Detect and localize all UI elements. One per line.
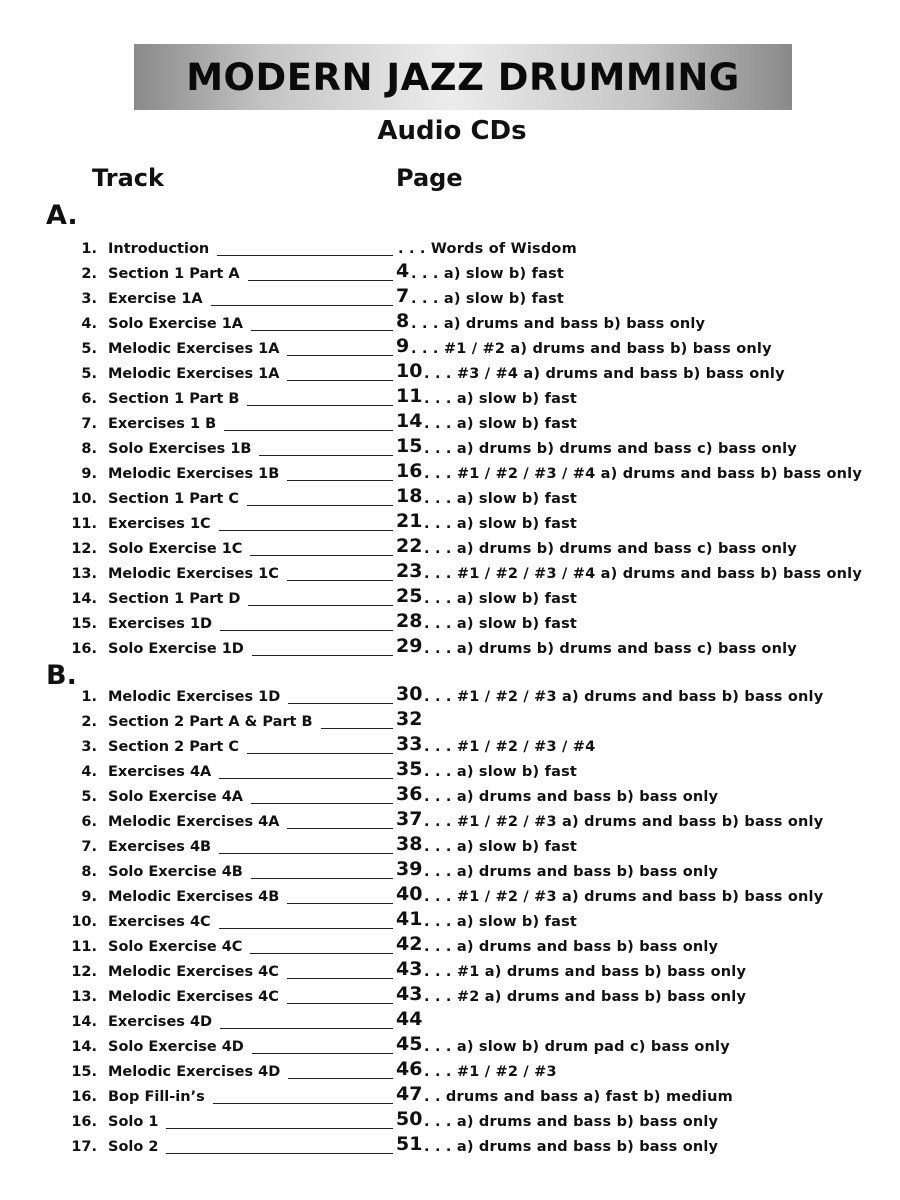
- leader-line: [220, 630, 393, 631]
- track-number: 10.: [71, 490, 97, 507]
- leader-line: [219, 928, 393, 929]
- track-title: Section 2 Part A & Part B: [108, 713, 313, 730]
- track-description: . . . a) slow b) fast: [424, 615, 578, 632]
- track-number: 5.: [81, 788, 97, 805]
- track-title: Melodic Exercises 4C: [108, 963, 279, 980]
- list-item: [0, 682, 900, 707]
- track-number: 6.: [81, 813, 97, 830]
- track-description: . . . Words of Wisdom: [398, 240, 577, 257]
- list-item: [0, 1007, 900, 1032]
- leader-line: [248, 280, 393, 281]
- leader-line: [250, 953, 393, 954]
- leader-line: [219, 530, 393, 531]
- track-number: 12.: [71, 540, 97, 557]
- track-description: . . . a) slow b) fast: [424, 415, 578, 432]
- track-number: 9.: [81, 465, 97, 482]
- list-item: [0, 1057, 900, 1082]
- page-number: 29: [396, 635, 423, 657]
- list-item: [0, 957, 900, 982]
- track-number: 16.: [71, 640, 97, 657]
- leader-line: [252, 655, 393, 656]
- list-item: [0, 832, 900, 857]
- track-description: . . . a) slow b) fast: [424, 913, 578, 930]
- page-number: 9: [396, 335, 410, 357]
- page-number: 16: [396, 460, 423, 482]
- track-number: 13.: [71, 988, 97, 1005]
- list-item: [0, 1132, 900, 1157]
- track-title: Section 1 Part A: [108, 265, 240, 282]
- list-item: [0, 634, 900, 659]
- track-title: Solo Exercise 4D: [108, 1038, 244, 1055]
- track-title: Solo Exercise 4C: [108, 938, 243, 955]
- track-number: 16.: [71, 1088, 97, 1105]
- track-description: . . . #1 / #2 / #3 / #4: [424, 738, 596, 755]
- track-title: Introduction: [108, 240, 210, 257]
- page-number: 15: [396, 435, 423, 457]
- track-description: . . . a) slow b) fast: [424, 490, 578, 507]
- page-number: 40: [396, 883, 423, 905]
- track-description: . . . a) slow b) fast: [424, 763, 578, 780]
- page-number: 25: [396, 585, 423, 607]
- track-description: . . . #1 / #2 / #3: [424, 1063, 557, 1080]
- leader-line: [287, 355, 393, 356]
- track-title: Melodic Exercises 1A: [108, 365, 280, 382]
- track-title: Exercises 1 B: [108, 415, 217, 432]
- track-number: 2.: [81, 265, 97, 282]
- track-number: 10.: [71, 913, 97, 930]
- list-item: [0, 982, 900, 1007]
- list-item: [0, 534, 900, 559]
- leader-line: [287, 828, 393, 829]
- track-number: 11.: [71, 938, 97, 955]
- track-description: . . . a) slow b) fast: [424, 390, 578, 407]
- section-label-a: A.: [46, 200, 78, 231]
- leader-line: [287, 480, 393, 481]
- list-item: [0, 484, 900, 509]
- track-description: . . . a) drums and bass b) bass only: [424, 1138, 719, 1155]
- track-number: 12.: [71, 963, 97, 980]
- leader-line: [166, 1128, 393, 1129]
- track-number: 5.: [81, 365, 97, 382]
- list-item: [0, 782, 900, 807]
- title-banner: [134, 44, 792, 110]
- track-title: Section 1 Part B: [108, 390, 240, 407]
- track-description: . . . a) slow b) fast: [424, 590, 578, 607]
- page-number: 46: [396, 1058, 423, 1080]
- track-number: 14.: [71, 1013, 97, 1030]
- track-description: . . . a) slow b) fast: [411, 265, 565, 282]
- track-description: . . . #2 a) drums and bass b) bass only: [424, 988, 747, 1005]
- list-item: [0, 259, 900, 284]
- track-number: 7.: [81, 838, 97, 855]
- page-number: 21: [396, 510, 423, 532]
- track-number: 14.: [71, 1038, 97, 1055]
- track-number: 17.: [71, 1138, 97, 1155]
- track-title: Exercises 4C: [108, 913, 211, 930]
- leader-line: [251, 878, 393, 879]
- track-list-b: [0, 682, 900, 1157]
- section-label-b: B.: [46, 660, 77, 691]
- list-item: [0, 584, 900, 609]
- track-description: . . . a) slow b) drum pad c) bass only: [424, 1038, 730, 1055]
- list-item: [0, 459, 900, 484]
- list-item: [0, 384, 900, 409]
- track-number: 5.: [81, 340, 97, 357]
- leader-line: [166, 1153, 393, 1154]
- track-title: Section 1 Part C: [108, 490, 240, 507]
- leader-line: [219, 853, 393, 854]
- list-item: [0, 609, 900, 634]
- track-description: . . . a) drums and bass b) bass only: [424, 1113, 719, 1130]
- page-number: 36: [396, 783, 423, 805]
- leader-line: [287, 903, 393, 904]
- leader-line: [288, 703, 393, 704]
- track-description: . . . a) drums and bass b) bass only: [424, 788, 719, 805]
- list-item: [0, 1107, 900, 1132]
- track-title: Melodic Exercises 4C: [108, 988, 279, 1005]
- page-number: 30: [396, 683, 423, 705]
- page-number: 10: [396, 360, 423, 382]
- track-number: 8.: [81, 863, 97, 880]
- track-title: Melodic Exercises 4D: [108, 1063, 281, 1080]
- track-description: . . . a) drums b) drums and bass c) bass only: [424, 640, 797, 657]
- track-title: Exercises 1C: [108, 515, 211, 532]
- leader-line: [287, 1003, 393, 1004]
- list-item: [0, 284, 900, 309]
- track-list-a: [0, 234, 900, 659]
- page-number: 8: [396, 310, 410, 332]
- leader-line: [259, 455, 393, 456]
- list-item: [0, 882, 900, 907]
- track-title: Solo Exercise 4B: [108, 863, 243, 880]
- page-number: 47: [396, 1083, 423, 1105]
- page-number: 33: [396, 733, 423, 755]
- list-item: [0, 932, 900, 957]
- track-title: Melodic Exercises 1D: [108, 688, 281, 705]
- track-number: 3.: [81, 290, 97, 307]
- page-number: 18: [396, 485, 423, 507]
- track-title: Melodic Exercises 1B: [108, 465, 280, 482]
- list-item: [0, 434, 900, 459]
- track-description: . . drums and bass a) fast b) medium: [424, 1088, 733, 1105]
- leader-line: [219, 778, 393, 779]
- leader-line: [247, 505, 393, 506]
- column-header-page: Page: [396, 164, 463, 192]
- track-number: 1.: [81, 688, 97, 705]
- track-description: . . . #1 / #2 / #3 / #4 a) drums and bass b) bass only: [424, 565, 862, 582]
- column-header-track: Track: [92, 164, 164, 192]
- track-title: Section 1 Part D: [108, 590, 241, 607]
- track-number: 13.: [71, 565, 97, 582]
- leader-line: [251, 330, 393, 331]
- page-number: 50: [396, 1108, 423, 1130]
- list-item: [0, 359, 900, 384]
- list-item: [0, 807, 900, 832]
- track-number: 4.: [81, 763, 97, 780]
- track-title: Exercises 4A: [108, 763, 212, 780]
- page-number: 39: [396, 858, 423, 880]
- track-description: . . . a) drums b) drums and bass c) bass only: [424, 440, 797, 457]
- track-title: Exercises 4B: [108, 838, 212, 855]
- track-title: Exercises 1D: [108, 615, 213, 632]
- track-number: 3.: [81, 738, 97, 755]
- list-item: [0, 707, 900, 732]
- leader-line: [248, 605, 393, 606]
- list-item: [0, 1082, 900, 1107]
- page-number: 35: [396, 758, 423, 780]
- track-number: 8.: [81, 440, 97, 457]
- leader-line: [224, 430, 393, 431]
- track-title: Section 2 Part C: [108, 738, 240, 755]
- track-description: . . . a) slow b) fast: [424, 838, 578, 855]
- track-number: 7.: [81, 415, 97, 432]
- leader-line: [288, 1078, 393, 1079]
- list-item: [0, 559, 900, 584]
- page-number: 28: [396, 610, 423, 632]
- leader-line: [250, 555, 393, 556]
- track-title: Melodic Exercises 1C: [108, 565, 279, 582]
- leader-line: [220, 1028, 393, 1029]
- track-title: Exercises 4D: [108, 1013, 213, 1030]
- track-title: Bop Fill-in’s: [108, 1088, 205, 1105]
- track-title: Solo 2: [108, 1138, 159, 1155]
- track-title: Solo Exercise 1C: [108, 540, 243, 557]
- track-title: Solo Exercise 1D: [108, 640, 244, 657]
- leader-line: [217, 255, 393, 256]
- track-number: 4.: [81, 315, 97, 332]
- track-title: Solo 1: [108, 1113, 159, 1130]
- track-number: 14.: [71, 590, 97, 607]
- track-title: Melodic Exercises 4B: [108, 888, 280, 905]
- page-number: 41: [396, 908, 423, 930]
- track-description: . . . a) slow b) fast: [424, 515, 578, 532]
- page-number: 42: [396, 933, 423, 955]
- page-number: 43: [396, 983, 423, 1005]
- page-number: 38: [396, 833, 423, 855]
- track-number: 11.: [71, 515, 97, 532]
- leader-line: [247, 405, 393, 406]
- leader-line: [287, 580, 393, 581]
- track-description: . . . #1 / #2 / #3 a) drums and bass b) bass only: [424, 813, 824, 830]
- list-item: [0, 509, 900, 534]
- track-number: 1.: [81, 240, 97, 257]
- list-item: [0, 907, 900, 932]
- track-description: . . . #1 / #2 / #3 a) drums and bass b) bass only: [424, 688, 824, 705]
- page-number: 32: [396, 708, 423, 730]
- leader-line: [287, 978, 393, 979]
- leader-line: [247, 753, 393, 754]
- leader-line: [251, 803, 393, 804]
- leader-line: [287, 380, 393, 381]
- leader-line: [213, 1103, 393, 1104]
- page-number: 45: [396, 1033, 423, 1055]
- list-item: [0, 857, 900, 882]
- list-item: [0, 732, 900, 757]
- page-number: 37: [396, 808, 423, 830]
- track-description: . . . a) slow b) fast: [411, 290, 565, 307]
- track-title: Melodic Exercises 4A: [108, 813, 280, 830]
- page-subtitle: Audio CDs: [377, 116, 527, 146]
- track-number: 6.: [81, 390, 97, 407]
- track-title: Solo Exercises 1B: [108, 440, 252, 457]
- track-title: Melodic Exercises 1A: [108, 340, 280, 357]
- page-number: 23: [396, 560, 423, 582]
- track-title: Solo Exercise 1A: [108, 315, 244, 332]
- leader-line: [252, 1053, 393, 1054]
- list-item: [0, 757, 900, 782]
- track-description: . . . #1 / #2 a) drums and bass b) bass only: [411, 340, 772, 357]
- track-description: . . . a) drums b) drums and bass c) bass only: [424, 540, 797, 557]
- track-number: 16.: [71, 1113, 97, 1130]
- track-number: 9.: [81, 888, 97, 905]
- page-number: 51: [396, 1133, 423, 1155]
- page-number: 43: [396, 958, 423, 980]
- leader-line: [321, 728, 393, 729]
- track-number: 15.: [71, 615, 97, 632]
- leader-line: [211, 305, 393, 306]
- track-number: 2.: [81, 713, 97, 730]
- page-number: 11: [396, 385, 423, 407]
- track-description: . . . #1 / #2 / #3 a) drums and bass b) bass only: [424, 888, 824, 905]
- track-description: . . . a) drums and bass b) bass only: [411, 315, 706, 332]
- track-title: Exercise 1A: [108, 290, 203, 307]
- track-title: Solo Exercise 4A: [108, 788, 244, 805]
- track-description: . . . #1 a) drums and bass b) bass only: [424, 963, 747, 980]
- page-number: 44: [396, 1008, 423, 1030]
- track-description: . . . a) drums and bass b) bass only: [424, 938, 719, 955]
- track-description: . . . a) drums and bass b) bass only: [424, 863, 719, 880]
- list-item: [0, 234, 900, 259]
- page-number: 22: [396, 535, 423, 557]
- track-number: 15.: [71, 1063, 97, 1080]
- page-number: 14: [396, 410, 423, 432]
- track-description: . . . #3 / #4 a) drums and bass b) bass only: [424, 365, 785, 382]
- list-item: [0, 409, 900, 434]
- page-title: MODERN JAZZ DRUMMING: [186, 55, 740, 99]
- list-item: [0, 334, 900, 359]
- list-item: [0, 1032, 900, 1057]
- track-description: . . . #1 / #2 / #3 / #4 a) drums and bass b) bass only: [424, 465, 862, 482]
- page-number: 4: [396, 260, 410, 282]
- page-number: 7: [396, 285, 410, 307]
- list-item: [0, 309, 900, 334]
